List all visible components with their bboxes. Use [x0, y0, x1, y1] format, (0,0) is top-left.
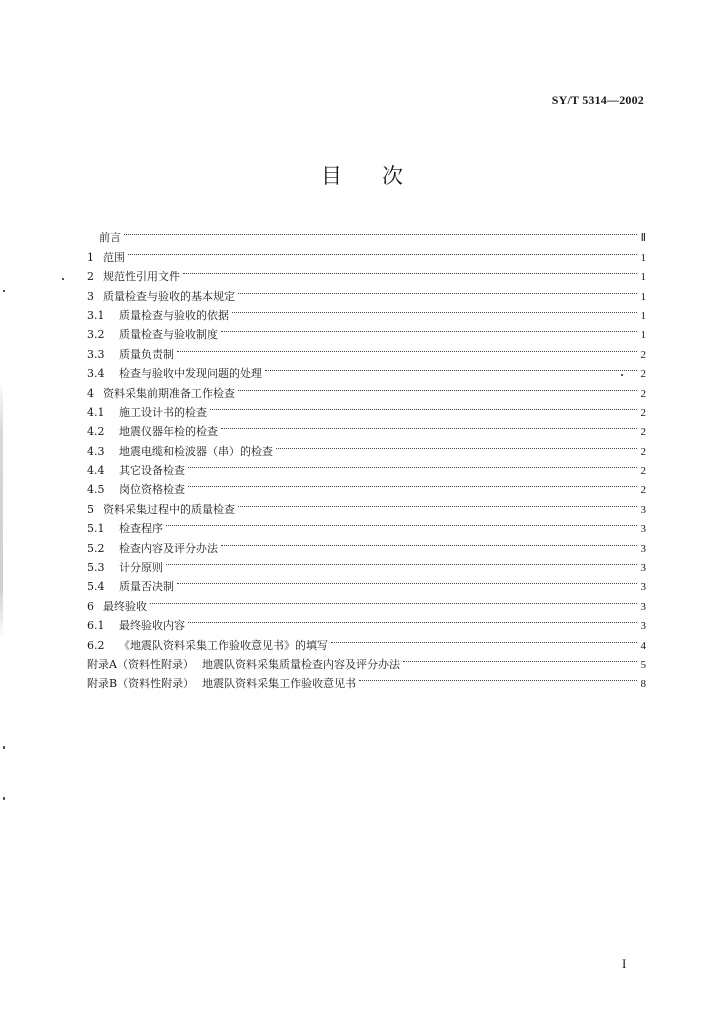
toc-entry-label: 地震电缆和检波器（串）的检查	[119, 444, 273, 458]
toc-entry	[87, 552, 646, 575]
toc-entry-page: 3	[640, 523, 646, 536]
toc-entry-label: 岗位资格检查	[119, 483, 185, 497]
toc-entry-label: 计分原则	[119, 561, 163, 575]
toc-entry	[87, 241, 646, 264]
toc-entry	[87, 532, 646, 555]
dot-leader	[177, 338, 637, 357]
scan-speck	[3, 746, 5, 749]
toc-entry-page: 2	[640, 445, 646, 458]
toc-entry-label: 施工设计书的检查	[119, 405, 207, 419]
toc-title: 目次	[321, 164, 443, 188]
dot-leader	[265, 358, 637, 377]
dot-leader	[232, 300, 637, 319]
toc-entry-number: 4	[87, 386, 94, 400]
toc-entry-label: 质量检查与验收的依据	[119, 308, 229, 322]
dot-leader	[238, 493, 637, 512]
dot-leader	[359, 668, 637, 687]
toc-entry-page: 1	[640, 329, 646, 342]
toc-entry-label: 前言	[99, 231, 121, 245]
dot-leader	[150, 590, 637, 609]
toc-entry-page: 3	[640, 503, 646, 516]
toc-entry-label: 地震队资料采集质量检查内容及评分办法	[201, 657, 400, 671]
dot-leader	[166, 513, 637, 532]
dot-leader	[166, 552, 637, 571]
toc-entry-number: 3.3	[87, 347, 105, 361]
toc-entry-number: 6.1	[87, 619, 105, 633]
toc-entry-page: 1	[640, 271, 646, 284]
scan-speck	[621, 374, 623, 376]
toc-entry-page: 3	[640, 600, 646, 613]
toc-entry-label: 范围	[103, 250, 125, 264]
table-of-contents	[87, 222, 646, 691]
toc-entry-page: 1	[640, 251, 646, 264]
toc-entry	[87, 571, 646, 594]
toc-entry-page: 2	[640, 484, 646, 497]
toc-entry-number: 5	[87, 502, 94, 516]
toc-entry-page: 2	[640, 406, 646, 419]
toc-entry-page: 3	[640, 562, 646, 575]
toc-entry	[87, 222, 646, 245]
toc-entry-number: 附录A（资料性附录）	[87, 657, 194, 671]
toc-entry-number: 4.2	[87, 425, 105, 439]
toc-entry-label: 规范性引用文件	[103, 270, 180, 284]
toc-entry-number: 5.4	[87, 580, 105, 594]
toc-entry-number: 1	[87, 250, 94, 264]
toc-entry-page: 2	[640, 465, 646, 478]
dot-leader	[183, 261, 637, 280]
toc-entry-label: 最终验收	[103, 599, 147, 613]
toc-entry-label: 质量检查与验收制度	[119, 328, 218, 342]
toc-entry-label: 资料采集前期准备工作检查	[103, 386, 235, 400]
toc-entry-number: 3.1	[87, 308, 105, 322]
dot-leader	[221, 416, 637, 435]
scan-speck	[3, 290, 5, 292]
page-number: I	[622, 956, 627, 971]
dot-leader	[128, 241, 637, 260]
toc-entry-number: 4.1	[87, 405, 105, 419]
toc-entry-number: 4.4	[87, 464, 105, 478]
scan-edge-shadow	[0, 380, 3, 640]
dot-leader	[210, 397, 637, 416]
toc-entry-number: 6	[87, 599, 94, 613]
toc-entry-page: 5	[640, 658, 646, 671]
dot-leader	[188, 474, 637, 493]
toc-entry-number: 4.5	[87, 483, 105, 497]
toc-entry-label: 最终验收内容	[119, 619, 185, 633]
scan-speck	[62, 278, 64, 280]
toc-entry-label: 《地震队资料采集工作验收意见书》的填写	[119, 638, 328, 652]
toc-entry-page: 2	[640, 387, 646, 400]
toc-entry	[87, 590, 646, 613]
toc-entry-number: 5.2	[87, 541, 105, 555]
toc-entry-page: 2	[640, 348, 646, 361]
toc-entry-label: 检查内容及评分办法	[119, 541, 218, 555]
toc-entry-label: 地震仪器年检的检查	[119, 425, 218, 439]
toc-entry-number: 3	[87, 289, 94, 303]
toc-entry-label: 质量检查与验收的基本规定	[103, 289, 235, 303]
toc-entry-page: 1	[640, 309, 646, 322]
toc-entry-page: 2	[640, 368, 646, 381]
toc-entry-page: Ⅱ	[640, 232, 646, 245]
toc-entry-label: 质量负责制	[119, 347, 174, 361]
toc-entry-number: 5.1	[87, 522, 105, 536]
toc-entry	[87, 610, 646, 633]
toc-entry-label: 地震队资料采集工作验收意见书	[202, 677, 357, 691]
toc-entry	[87, 261, 646, 284]
dot-leader	[238, 377, 637, 396]
dot-leader	[403, 649, 637, 668]
toc-entry-label: 质量否决制	[119, 580, 174, 594]
dot-leader	[276, 435, 637, 454]
toc-entry-page: 4	[640, 639, 646, 652]
toc-entry-number: 3.2	[87, 328, 105, 342]
toc-entry-page: 3	[640, 581, 646, 594]
toc-entry-page: 3	[640, 620, 646, 633]
toc-entry-number: 4.3	[87, 444, 105, 458]
dot-leader	[188, 610, 637, 629]
dot-leader	[238, 280, 637, 299]
toc-entry-label: 检查程序	[119, 522, 163, 536]
toc-entry-label: 其它设备检查	[119, 464, 185, 478]
toc-entry-label: 资料采集过程中的质量检查	[103, 502, 235, 516]
scan-speck	[3, 797, 5, 800]
dot-leader	[221, 319, 637, 338]
dot-leader	[188, 455, 637, 474]
toc-entry	[87, 513, 646, 536]
toc-entry-page: 8	[640, 678, 646, 691]
toc-entry-number: 2	[87, 270, 94, 284]
toc-entry-number: 3.4	[87, 367, 105, 381]
toc-entry-label: 检查与验收中发现问题的处理	[119, 367, 262, 381]
dot-leader	[331, 629, 637, 648]
dot-leader	[221, 532, 637, 551]
toc-entry-number: 附录B（资料性附录）	[87, 677, 195, 691]
dot-leader	[124, 222, 637, 241]
dot-leader	[177, 571, 637, 590]
toc-entry-number: 6.2	[87, 638, 105, 652]
toc-entry-page: 1	[640, 290, 646, 303]
toc-entry-number: 5.3	[87, 561, 105, 575]
standard-code: SY/T 5314—2002	[551, 93, 644, 107]
toc-entry-page: 3	[640, 542, 646, 555]
toc-entry-page: 2	[640, 426, 646, 439]
